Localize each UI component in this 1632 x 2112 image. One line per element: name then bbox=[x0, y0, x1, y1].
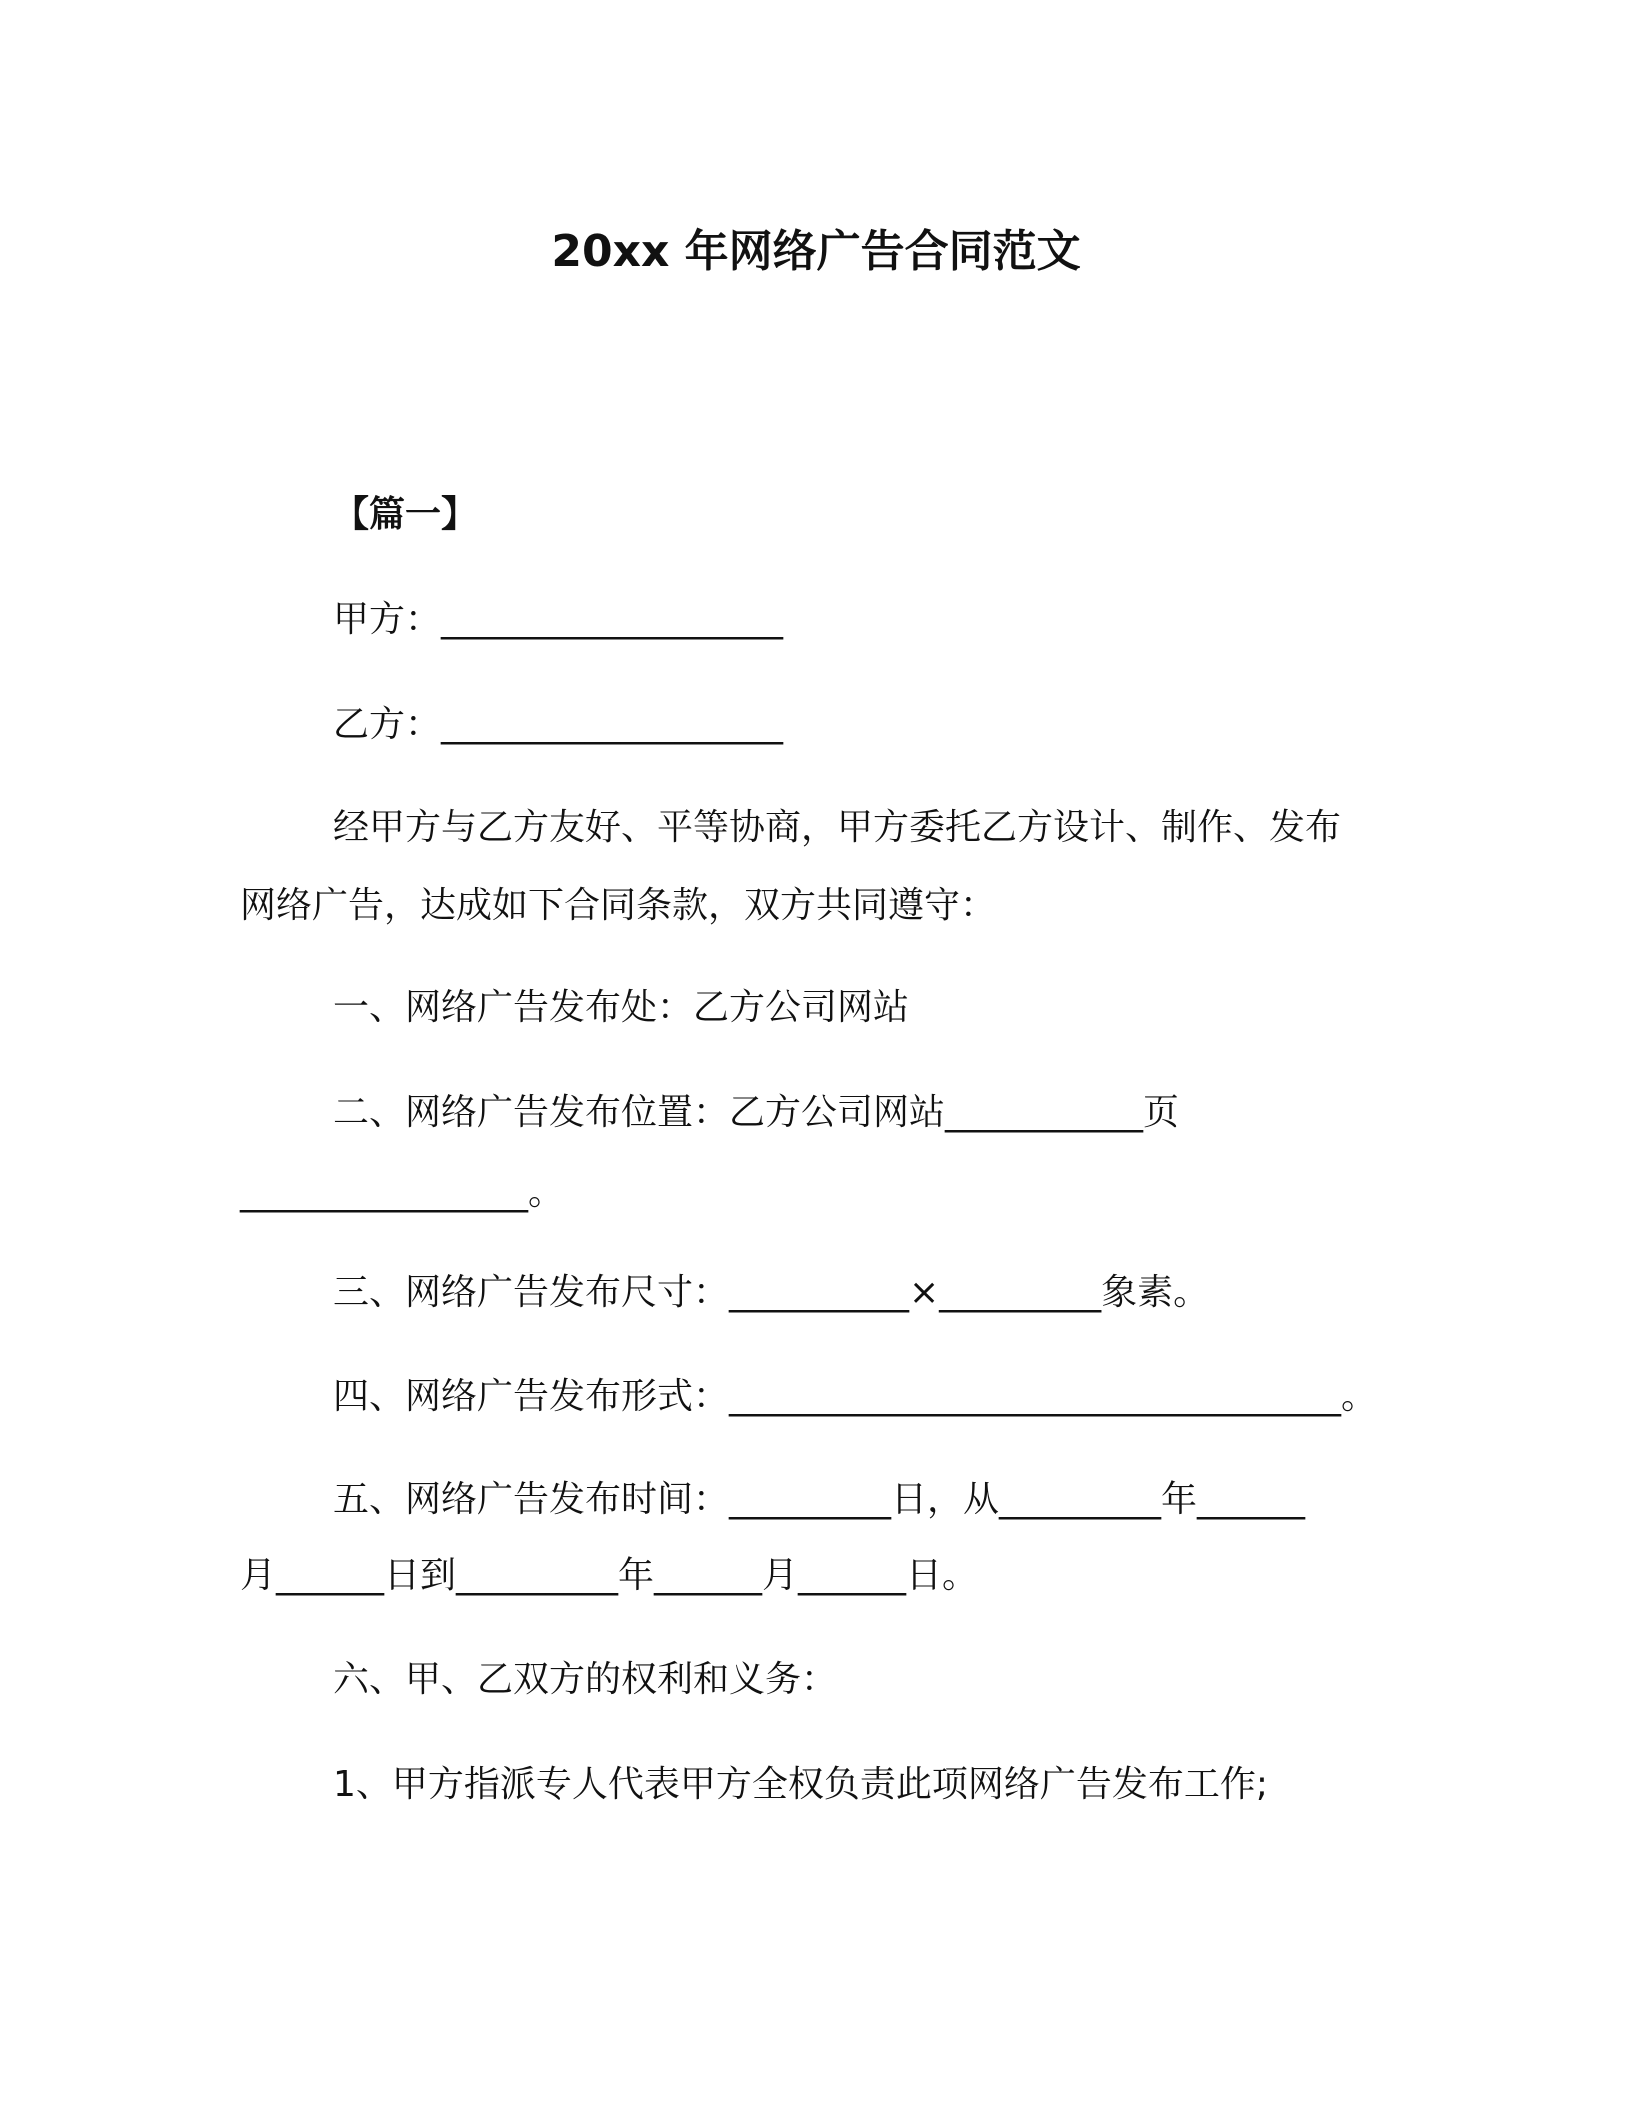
clause-2-line-2: ________________。 bbox=[240, 1172, 564, 1213]
document-title: 20xx 年网络广告合同范文 bbox=[551, 226, 1081, 277]
intro-paragraph-line-1: 经甲方与乙方友好、平等协商，甲方委托乙方设计、制作、发布 bbox=[333, 807, 1342, 848]
clause-6-item-1: 1、甲方指派专人代表甲方全权负责此项网络广告发布工作; bbox=[333, 1764, 1269, 1805]
clause-3: 三、网络广告发布尺寸：__________×_________象素。 bbox=[333, 1272, 1210, 1313]
party-b-line: 乙方：___________________ bbox=[333, 704, 784, 745]
clause-5-line-1: 五、网络广告发布时间：_________日，从_________年______ bbox=[333, 1479, 1306, 1520]
party-a-line: 甲方：___________________ bbox=[333, 599, 784, 640]
clause-4: 四、网络广告发布形式：__________________________________。 bbox=[333, 1376, 1378, 1417]
clause-2-line-1: 二、网络广告发布位置：乙方公司网站___________页 bbox=[333, 1092, 1180, 1133]
intro-paragraph-line-2: 网络广告，达成如下合同条款，双方共同遵守： bbox=[240, 885, 997, 926]
clause-6: 六、甲、乙双方的权利和义务： bbox=[333, 1659, 838, 1700]
section-heading: 【篇一】 bbox=[333, 494, 478, 535]
clause-1: 一、网络广告发布处：乙方公司网站 bbox=[333, 987, 910, 1028]
clause-5-line-2: 月______日到_________年______月______日。 bbox=[240, 1555, 978, 1596]
